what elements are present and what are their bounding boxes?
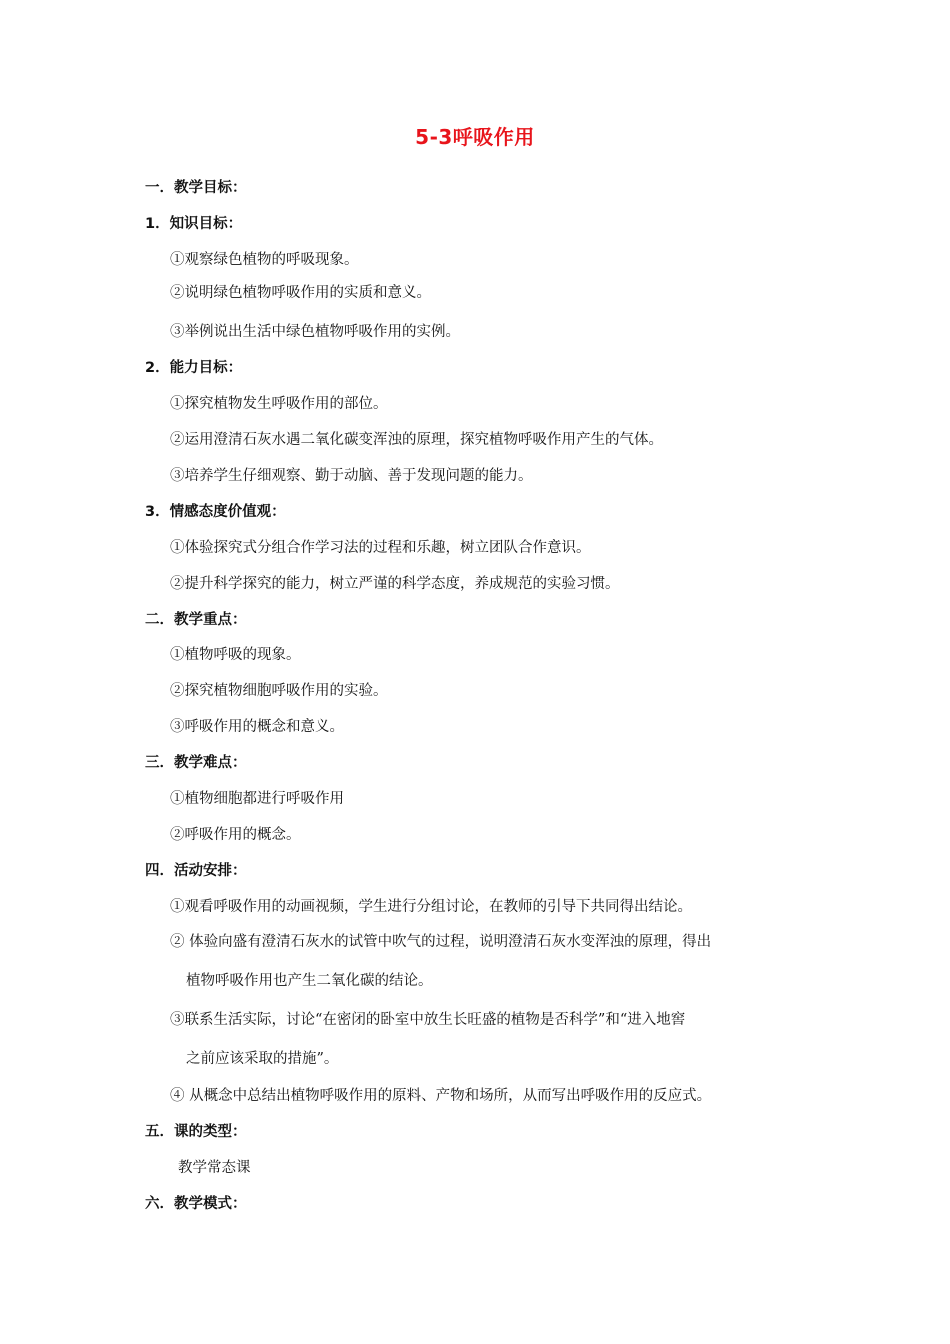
subheading-ability-goals: 2．能力目标： (145, 360, 243, 376)
section-heading-activities: 四．活动安排： (145, 863, 247, 879)
list-item: ②提升科学探究的能力，树立严谨的科学态度，养成规范的实验习惯。 (170, 576, 620, 592)
list-item: ④ 从概念中总结出植物呼吸作用的原料、产物和场所，从而写出呼吸作用的反应式。 (170, 1088, 712, 1104)
list-item: ②探究植物细胞呼吸作用的实验。 (170, 683, 388, 699)
list-item: ①植物呼吸的现象。 (170, 647, 301, 663)
list-item: ②呼吸作用的概念。 (170, 827, 301, 843)
section-heading-key-points: 二．教学重点： (145, 612, 247, 628)
list-item: ①体验探究式分组合作学习法的过程和乐趣，树立团队合作意识。 (170, 540, 591, 556)
section-heading-lesson-type: 五．课的类型： (145, 1124, 247, 1140)
list-item: ③联系生活实际，讨论“在密闭的卧室中放生长旺盛的植物是否科学”和“进入地窖 (170, 1012, 686, 1028)
list-item-continuation: 之前应该采取的措施”。 (186, 1051, 339, 1067)
list-item: ②说明绿色植物呼吸作用的实质和意义。 (170, 285, 431, 301)
lesson-type-value: 教学常态课 (178, 1160, 251, 1176)
document-title: 5-3呼吸作用 (415, 125, 535, 149)
list-item: ①观察绿色植物的呼吸现象。 (170, 252, 359, 268)
list-item: ③培养学生仔细观察、勤于动脑、善于发现问题的能力。 (170, 468, 533, 484)
list-item: ②运用澄清石灰水遇二氧化碳变浑浊的原理，探究植物呼吸作用产生的气体。 (170, 432, 663, 448)
section-heading-objectives: 一．教学目标： (145, 180, 247, 196)
list-item: ①观看呼吸作用的动画视频，学生进行分组讨论，在教师的引导下共同得出结论。 (170, 899, 692, 915)
subheading-attitude-values: 3．情感态度价值观： (145, 504, 286, 520)
list-item-continuation: 植物呼吸作用也产生二氧化碳的结论。 (186, 973, 433, 989)
subheading-knowledge-goals: 1．知识目标： (145, 216, 243, 232)
section-heading-difficulties: 三．教学难点： (145, 755, 247, 771)
section-heading-teaching-mode: 六．教学模式： (145, 1196, 247, 1212)
list-item: ③呼吸作用的概念和意义。 (170, 719, 344, 735)
list-item: ①探究植物发生呼吸作用的部位。 (170, 396, 388, 412)
list-item: ①植物细胞都进行呼吸作用 (170, 791, 344, 807)
list-item: ③举例说出生活中绿色植物呼吸作用的实例。 (170, 324, 460, 340)
list-item: ② 体验向盛有澄清石灰水的试管中吹气的过程，说明澄清石灰水变浑浊的原理，得出 (170, 934, 712, 950)
